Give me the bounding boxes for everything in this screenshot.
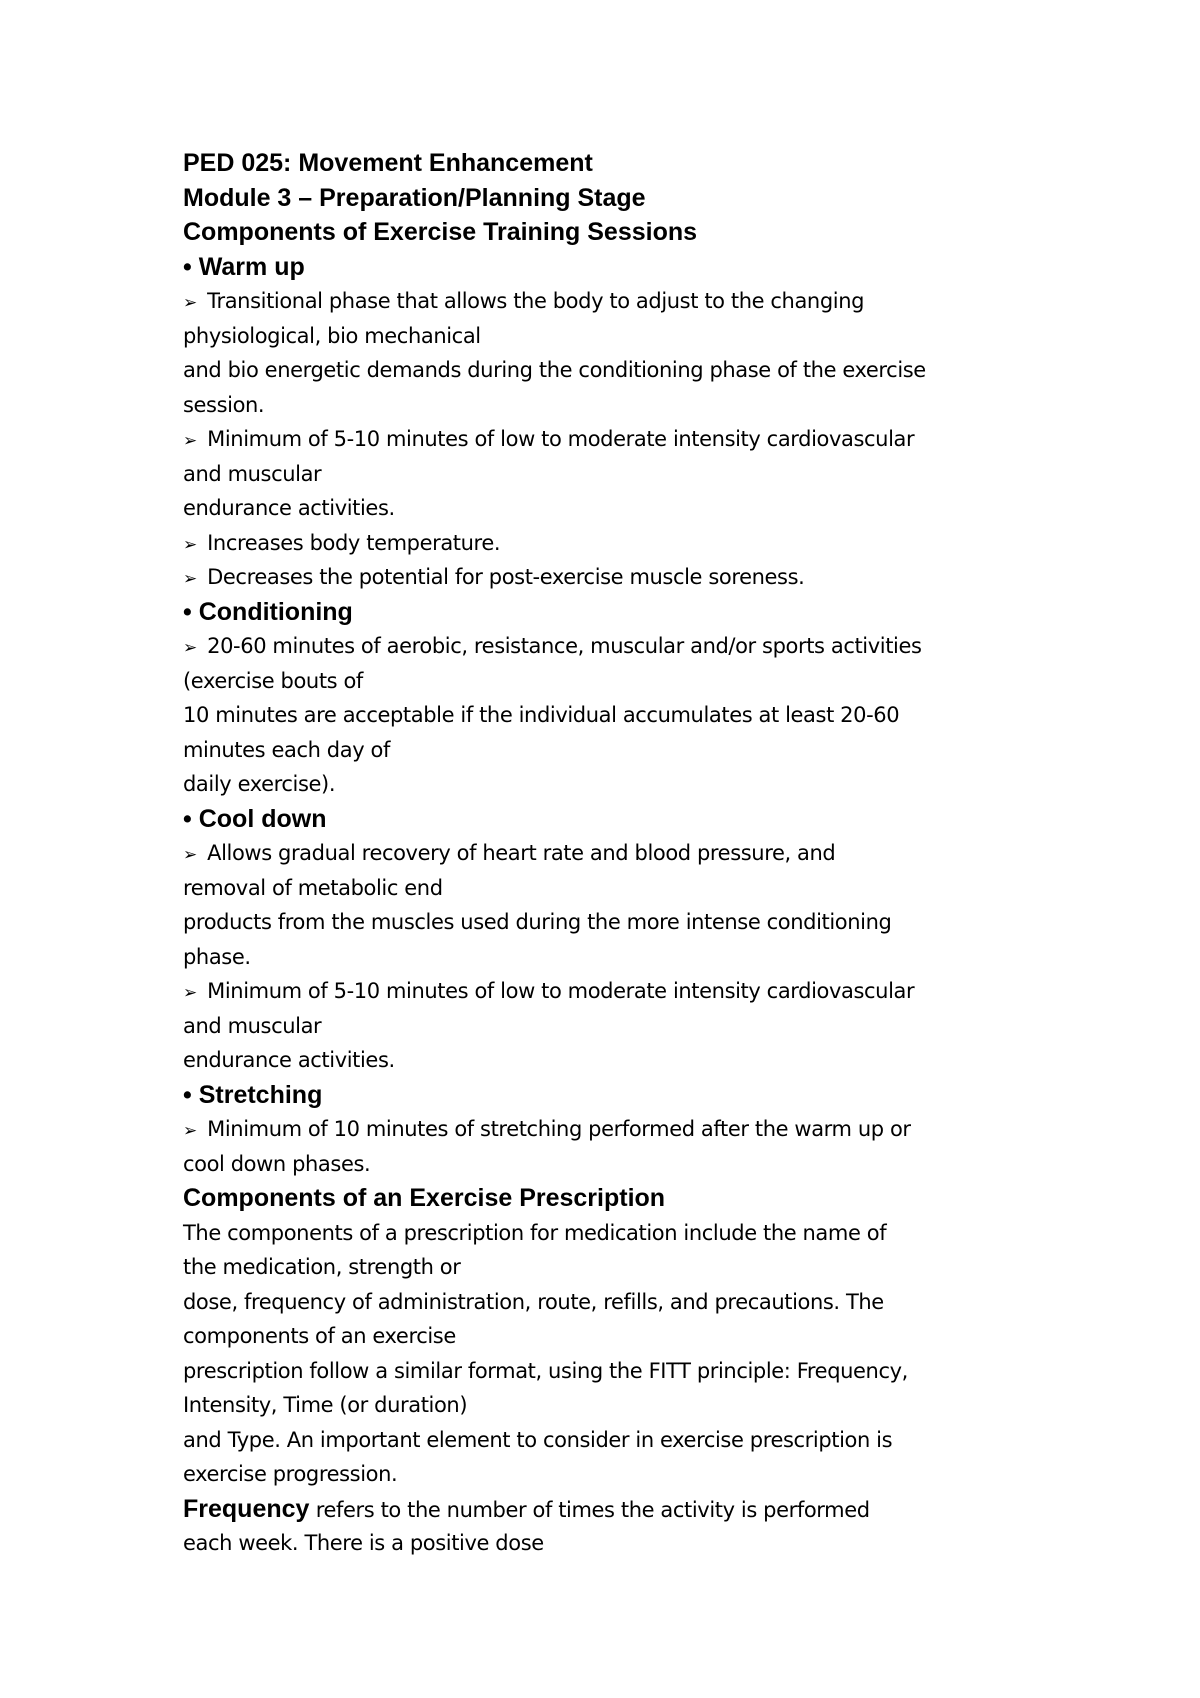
paragraph-line: and muscular	[183, 1013, 322, 1038]
bullet-icon: •	[183, 1080, 192, 1109]
bullet-heading-conditioning	[183, 595, 1083, 630]
paragraph-line: each week. There is a positive dose	[183, 1531, 544, 1555]
arrow-bullet-icon: ➢	[183, 983, 197, 1003]
paragraph-line: components of an exercise	[183, 1324, 456, 1348]
arrow-bullet-icon: ➢	[183, 569, 197, 589]
arrow-item	[183, 974, 1083, 1009]
paragraph-line: products from the muscles used during the more intense conditioning	[183, 910, 892, 934]
arrow-bullet-icon: ➢	[183, 431, 197, 451]
frequency-term: Frequency	[183, 1494, 310, 1523]
arrow-bullet-icon: ➢	[183, 293, 197, 313]
paragraph-line: phase.	[183, 944, 251, 969]
arrow-bullet-icon: ➢	[183, 845, 197, 865]
paragraph-line: and Type. An important element to consider in exercise prescription is	[183, 1427, 893, 1452]
paragraph-line: daily exercise).	[183, 772, 336, 796]
paragraph-line: Allows gradual recovery of heart rate and blood pressure, and	[207, 841, 836, 865]
paragraph-line: Transitional phase that allows the body to adjust to the changing	[207, 289, 865, 313]
document-body	[183, 146, 1083, 1561]
paragraph-line: The components of a prescription for medication include the name of	[183, 1220, 887, 1245]
paragraph-line: removal of metabolic end	[183, 875, 443, 900]
arrow-bullet-icon: ➢	[183, 1121, 197, 1141]
paragraph-line: physiological, bio mechanical	[183, 323, 481, 348]
paragraph-line: Minimum of 5-10 minutes of low to moderate intensity cardiovascular	[207, 979, 915, 1003]
paragraph-line: 20-60 minutes of aerobic, resistance, muscular and/or sports activities	[207, 634, 922, 658]
paragraph-line: endurance activities.	[183, 1048, 395, 1072]
paragraph-line: dose, frequency of administration, route, refills, and precautions. The	[183, 1289, 884, 1314]
paragraph-line: Intensity, Time (or duration)	[183, 1393, 468, 1417]
bullet-heading-warm-up	[183, 250, 1083, 285]
paragraph-line: and bio energetic demands during the conditioning phase of the exercise	[183, 358, 926, 382]
paragraph-line: Minimum of 5-10 minutes of low to moderate intensity cardiovascular	[207, 427, 915, 451]
arrow-item	[183, 560, 1083, 595]
module-title: Module 3 – Preparation/Planning Stage	[183, 183, 646, 212]
arrow-item	[183, 1112, 1083, 1147]
frequency-definition-line	[183, 1492, 1083, 1527]
bullet-icon: •	[183, 804, 192, 833]
paragraph-line: exercise progression.	[183, 1462, 398, 1486]
arrow-item	[183, 836, 1083, 871]
arrow-item	[183, 629, 1083, 664]
paragraph-line: minutes each day of	[183, 737, 390, 762]
heading-text: Stretching	[198, 1080, 323, 1109]
paragraph-line: Decreases the potential for post-exercise muscle soreness.	[207, 565, 805, 589]
paragraph-line: prescription follow a similar format, using the FITT principle: Frequency,	[183, 1358, 908, 1383]
arrow-item	[183, 284, 1083, 319]
paragraph-line: 10 minutes are acceptable if the individual accumulates at least 20-60	[183, 703, 900, 727]
paragraph-line: session.	[183, 392, 265, 417]
paragraph-line: refers to the number of times the activity is performed	[309, 1497, 870, 1522]
arrow-bullet-icon: ➢	[183, 638, 197, 658]
paragraph-line: (exercise bouts of	[183, 668, 363, 693]
arrow-item	[183, 422, 1083, 457]
paragraph-line: Minimum of 10 minutes of stretching performed after the warm up or	[207, 1117, 911, 1141]
section-heading-training-sessions: Components of Exercise Training Sessions	[183, 218, 698, 246]
course-title: PED 025: Movement Enhancement	[183, 149, 593, 177]
paragraph-line: Increases body temperature.	[207, 530, 501, 555]
paragraph-line: cool down phases.	[183, 1151, 371, 1176]
heading-text: Warm up	[198, 252, 305, 281]
paragraph-line: the medication, strength or	[183, 1255, 461, 1279]
arrow-item	[183, 526, 1083, 561]
bullet-icon: •	[183, 252, 192, 281]
paragraph-line: and muscular	[183, 461, 322, 486]
bullet-icon: •	[183, 597, 192, 626]
paragraph-line: endurance activities.	[183, 496, 395, 520]
section-heading-exercise-prescription: Components of an Exercise Prescription	[183, 1184, 666, 1212]
arrow-bullet-icon: ➢	[183, 534, 197, 555]
bullet-heading-stretching	[183, 1078, 1083, 1113]
bullet-heading-cool-down	[183, 802, 1083, 837]
heading-text: Conditioning	[198, 597, 353, 626]
heading-text: Cool down	[198, 804, 327, 833]
